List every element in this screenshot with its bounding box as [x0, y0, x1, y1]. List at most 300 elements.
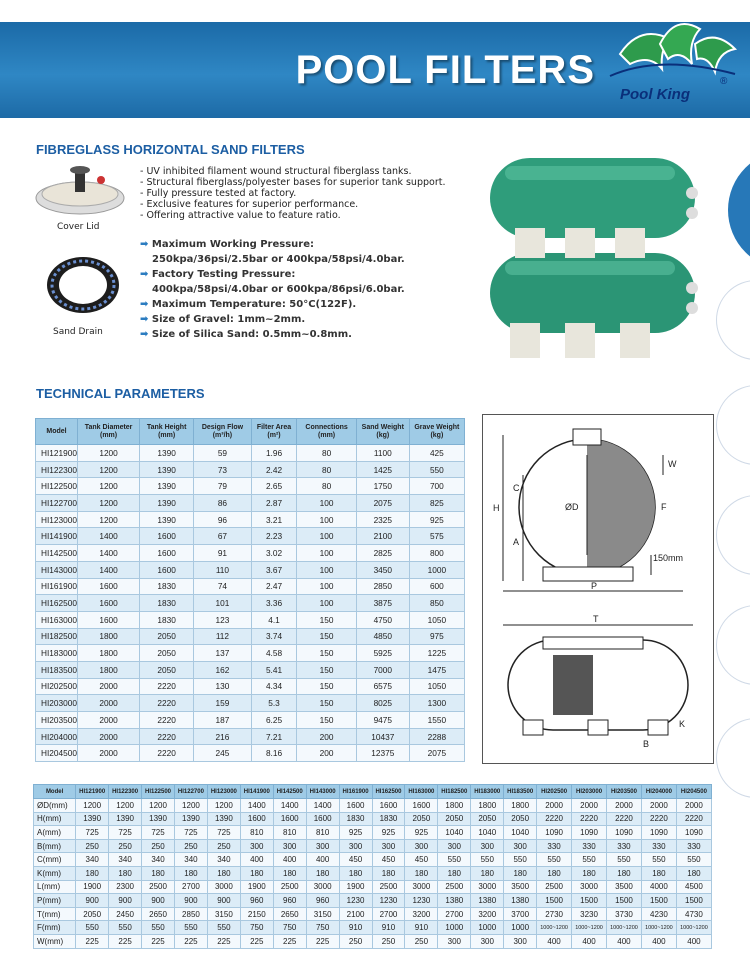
table-cell: 1600	[240, 812, 273, 826]
table-cell: 180	[641, 866, 676, 880]
spec-value: 400kpa/58psi/4.0bar or 600kpa/86psi/6.0bar.	[152, 284, 405, 295]
column-header: HI183000	[471, 785, 504, 799]
table-cell: HI203500	[36, 712, 78, 729]
table-cell: 3500	[607, 880, 642, 894]
table-cell: 100	[297, 511, 357, 528]
table-cell: 2.47	[251, 578, 297, 595]
table-cell: 2000	[641, 799, 676, 813]
column-header: Tank Diameter (mm)	[77, 419, 139, 445]
table-cell: 137	[194, 645, 252, 662]
table-cell: 180	[405, 866, 438, 880]
table-cell: 1600	[405, 799, 438, 813]
table-cell: 2000	[77, 695, 139, 712]
table-cell: 3200	[471, 907, 504, 921]
table-cell: HI123000	[36, 511, 78, 528]
table-cell: 1830	[140, 611, 194, 628]
table-cell: 1750	[356, 478, 409, 495]
column-header: HI161900	[339, 785, 372, 799]
table-cell: 150	[297, 611, 357, 628]
table-row	[36, 712, 465, 729]
table-cell: 2700	[372, 907, 405, 921]
table-cell: 910	[339, 921, 372, 935]
table-cell: 8.16	[251, 745, 297, 762]
column-header: HI163000	[405, 785, 438, 799]
table-cell: 100	[297, 528, 357, 545]
table-cell: 250	[372, 934, 405, 948]
table-cell: 1600	[273, 812, 306, 826]
table-row	[36, 678, 465, 695]
table-cell: 1390	[174, 812, 207, 826]
table-cell: 1600	[77, 578, 139, 595]
table-cell: 550	[607, 853, 642, 867]
sand-drain-caption: Sand Drain	[53, 327, 103, 337]
table-cell: 1200	[77, 445, 139, 462]
table-cell: 400	[240, 853, 273, 867]
section-title-filters: FIBREGLASS HORIZONTAL SAND FILTERS	[36, 142, 305, 157]
column-header: HI121900	[76, 785, 109, 799]
arrow-icon: ➡	[140, 314, 149, 325]
table-cell: 550	[572, 853, 607, 867]
table-cell: 300	[405, 839, 438, 853]
table-cell: 2000	[537, 799, 572, 813]
table-cell: 600	[409, 578, 464, 595]
spec-label: Maximum Temperature: 50°C(122F).	[151, 299, 357, 310]
table-cell: 550	[109, 921, 142, 935]
table-cell: 225	[273, 934, 306, 948]
table-cell: 1000~1200	[537, 921, 572, 935]
table-cell: HI183000	[36, 645, 78, 662]
table-cell: 550	[504, 853, 537, 867]
column-header: Model	[36, 419, 78, 445]
table-cell: 100	[297, 561, 357, 578]
table-cell: 1600	[140, 545, 194, 562]
table-cell: 1390	[140, 495, 194, 512]
table-cell: 3000	[471, 880, 504, 894]
arrow-icon: ➡	[140, 239, 149, 250]
table-cell: 250	[207, 839, 240, 853]
table-cell: HI163000	[36, 611, 78, 628]
table-cell: HI161900	[36, 578, 78, 595]
table-cell: HI122700	[36, 495, 78, 512]
table-row	[34, 812, 712, 826]
table-cell: 1390	[140, 478, 194, 495]
table-cell: 2220	[572, 812, 607, 826]
table-cell: 2325	[356, 511, 409, 528]
table-cell: 180	[76, 866, 109, 880]
table-cell: 1200	[77, 478, 139, 495]
table-cell: 7.21	[251, 728, 297, 745]
table-cell: 79	[194, 478, 252, 495]
table-cell: 1300	[409, 695, 464, 712]
table-cell: 1200	[207, 799, 240, 813]
table-cell: 225	[207, 934, 240, 948]
table-row	[34, 907, 712, 921]
table-cell: 2220	[607, 812, 642, 826]
table-cell: 3150	[207, 907, 240, 921]
table-cell: 180	[142, 866, 175, 880]
feature-bullets	[140, 166, 445, 221]
table-cell: 2000	[676, 799, 711, 813]
sand-drain-image	[38, 250, 128, 320]
table-cell: HI122300	[36, 461, 78, 478]
table-cell: 2220	[140, 678, 194, 695]
table-cell: 3.36	[251, 595, 297, 612]
table-cell: 2000	[572, 799, 607, 813]
spec-value: 250kpa/36psi/2.5bar or 400kpa/58psi/4.0bar.	[152, 254, 405, 265]
table-cell: 1800	[77, 661, 139, 678]
table-cell: 225	[306, 934, 339, 948]
table-cell: 250	[405, 934, 438, 948]
table-cell: 300	[504, 934, 537, 948]
table-cell: 162	[194, 661, 252, 678]
table-cell: 340	[207, 853, 240, 867]
table-cell: 180	[207, 866, 240, 880]
table-cell: 1100	[356, 445, 409, 462]
table-cell: 2000	[607, 799, 642, 813]
table-cell: 2100	[356, 528, 409, 545]
column-header: Sand Weight (kg)	[356, 419, 409, 445]
table-cell: 1230	[339, 894, 372, 908]
table-cell: ØD(mm)	[34, 799, 76, 813]
table-cell: HI122500	[36, 478, 78, 495]
drawing-label-b: B	[643, 739, 650, 749]
table-cell: 850	[409, 595, 464, 612]
table-cell: 2500	[537, 880, 572, 894]
table-cell: 2.42	[251, 461, 297, 478]
table-cell: 1040	[471, 826, 504, 840]
column-header: HI202500	[537, 785, 572, 799]
table-cell: 550	[207, 921, 240, 935]
table-cell: 1500	[641, 894, 676, 908]
table-cell: 1040	[438, 826, 471, 840]
table-cell: 300	[471, 839, 504, 853]
table-cell: 1.96	[251, 445, 297, 462]
tech-params-table	[35, 418, 465, 762]
table-cell: 1600	[77, 595, 139, 612]
table-cell: 1500	[607, 894, 642, 908]
table-cell: 1900	[240, 880, 273, 894]
table-row	[36, 545, 465, 562]
table-cell: 3230	[572, 907, 607, 921]
table-cell: HI183500	[36, 661, 78, 678]
table-cell: 1040	[504, 826, 537, 840]
table-cell: 245	[194, 745, 252, 762]
column-header: HI183500	[504, 785, 537, 799]
table-cell: 1390	[140, 511, 194, 528]
table-cell: HI162500	[36, 595, 78, 612]
table-row	[34, 894, 712, 908]
table-cell: 1800	[504, 799, 537, 813]
drawing-label-c: C	[513, 483, 520, 493]
table-cell: 250	[339, 934, 372, 948]
table-cell: 725	[109, 826, 142, 840]
table-row	[36, 745, 465, 762]
column-header: HI141900	[240, 785, 273, 799]
table-row	[34, 839, 712, 853]
table-cell: 330	[572, 839, 607, 853]
table-cell: 12375	[356, 745, 409, 762]
table-cell: 150	[297, 645, 357, 662]
table-cell: F(mm)	[34, 921, 76, 935]
table-cell: 300	[504, 839, 537, 853]
table-cell: 550	[641, 853, 676, 867]
column-header: Connections (mm)	[297, 419, 357, 445]
table-cell: 810	[273, 826, 306, 840]
column-header: HI143000	[306, 785, 339, 799]
table-cell: 2500	[273, 880, 306, 894]
table-cell: 2220	[140, 695, 194, 712]
table-cell: 910	[405, 921, 438, 935]
table-cell: 1000	[409, 561, 464, 578]
table-cell: 2050	[76, 907, 109, 921]
table-cell: 800	[409, 545, 464, 562]
side-tab-decoration	[728, 150, 750, 270]
table-cell: HI182500	[36, 628, 78, 645]
table-cell: 3.67	[251, 561, 297, 578]
table-cell: 2000	[77, 745, 139, 762]
table-cell: 400	[537, 934, 572, 948]
column-header: HI142500	[273, 785, 306, 799]
table-cell: 1390	[207, 812, 240, 826]
table-cell: 550	[142, 921, 175, 935]
feature-bullet: - Fully pressure tested at factory.	[140, 188, 297, 199]
table-cell: 2050	[140, 628, 194, 645]
table-cell: 1000~1200	[607, 921, 642, 935]
table-cell: 3200	[405, 907, 438, 921]
table-cell: 1500	[676, 894, 711, 908]
table-cell: 340	[174, 853, 207, 867]
table-cell: 2730	[537, 907, 572, 921]
table-cell: 1830	[372, 812, 405, 826]
arrow-icon: ➡	[140, 299, 149, 310]
table-cell: HI143000	[36, 561, 78, 578]
table-cell: 300	[306, 839, 339, 853]
table-cell: 550	[471, 853, 504, 867]
table-cell: 1200	[174, 799, 207, 813]
table-cell: 1380	[471, 894, 504, 908]
table-cell: 400	[273, 853, 306, 867]
table-cell: 330	[641, 839, 676, 853]
table-cell: 2700	[174, 880, 207, 894]
table-cell: 8025	[356, 695, 409, 712]
table-cell: 3450	[356, 561, 409, 578]
table-cell: 1000~1200	[676, 921, 711, 935]
table-cell: 1390	[109, 812, 142, 826]
table-cell: 750	[240, 921, 273, 935]
table-cell: 1090	[641, 826, 676, 840]
table-cell: 2.87	[251, 495, 297, 512]
table-cell: 100	[297, 578, 357, 595]
table-row	[34, 799, 712, 813]
table-cell: 180	[109, 866, 142, 880]
table-cell: 1600	[140, 528, 194, 545]
table-cell: HI204500	[36, 745, 78, 762]
table-cell: 2650	[142, 907, 175, 921]
table-cell: 400	[641, 934, 676, 948]
table-cell: 150	[297, 678, 357, 695]
table-cell: 1400	[306, 799, 339, 813]
registered-mark: ®	[720, 76, 728, 87]
table-cell: 225	[76, 934, 109, 948]
table-cell: 2220	[537, 812, 572, 826]
table-cell: 400	[572, 934, 607, 948]
table-cell: 7000	[356, 661, 409, 678]
table-row	[36, 645, 465, 662]
table-cell: HI204000	[36, 728, 78, 745]
table-cell: 150	[297, 695, 357, 712]
table-cell: 340	[142, 853, 175, 867]
table-cell: 925	[405, 826, 438, 840]
section-title-technical: TECHNICAL PARAMETERS	[36, 386, 205, 401]
table-cell: 1050	[409, 678, 464, 695]
table-cell: 1200	[77, 511, 139, 528]
column-header: Filter Area (m²)	[251, 419, 297, 445]
table-cell: 2075	[409, 745, 464, 762]
column-header: HI122300	[109, 785, 142, 799]
table-row	[36, 445, 465, 462]
table-cell: 96	[194, 511, 252, 528]
table-cell: 180	[607, 866, 642, 880]
table-cell: 86	[194, 495, 252, 512]
table-row	[36, 661, 465, 678]
table-cell: 4.58	[251, 645, 297, 662]
page-title: POOL FILTERS	[295, 48, 595, 92]
table-cell: 123	[194, 611, 252, 628]
table-cell: 1500	[572, 894, 607, 908]
table-cell: HI203000	[36, 695, 78, 712]
table-cell: 250	[174, 839, 207, 853]
table-cell: 1900	[339, 880, 372, 894]
table-cell: 4000	[641, 880, 676, 894]
table-cell: 725	[174, 826, 207, 840]
table-cell: HI202500	[36, 678, 78, 695]
table-cell: 4750	[356, 611, 409, 628]
table-cell: 1090	[537, 826, 572, 840]
table-cell: 150	[297, 712, 357, 729]
table-cell: 2100	[339, 907, 372, 921]
table-cell: 9475	[356, 712, 409, 729]
table-cell: 300	[438, 934, 471, 948]
column-header: Tank Height (mm)	[140, 419, 194, 445]
table-cell: 1390	[140, 461, 194, 478]
table-cell: 340	[76, 853, 109, 867]
table-cell: 330	[537, 839, 572, 853]
table-cell: P(mm)	[34, 894, 76, 908]
table-cell: 810	[240, 826, 273, 840]
table-cell: 1830	[140, 595, 194, 612]
table-cell: 1380	[438, 894, 471, 908]
table-cell: 2050	[471, 812, 504, 826]
table-cell: 3000	[207, 880, 240, 894]
table-cell: 1200	[109, 799, 142, 813]
table-row	[36, 728, 465, 745]
table-cell: 1000~1200	[641, 921, 676, 935]
table-cell: 925	[372, 826, 405, 840]
table-cell: 1500	[537, 894, 572, 908]
side-circle-decoration	[716, 718, 750, 798]
table-row	[34, 880, 712, 894]
table-cell: 960	[240, 894, 273, 908]
table-cell: 10437	[356, 728, 409, 745]
table-cell: 100	[297, 495, 357, 512]
table-row	[36, 611, 465, 628]
table-cell: 2825	[356, 545, 409, 562]
table-cell: 2650	[273, 907, 306, 921]
table-cell: 225	[142, 934, 175, 948]
table-cell: 1900	[76, 880, 109, 894]
table-cell: 1390	[76, 812, 109, 826]
table-cell: 180	[240, 866, 273, 880]
table-cell: 450	[372, 853, 405, 867]
table-cell: 180	[676, 866, 711, 880]
arrow-icon: ➡	[140, 269, 149, 280]
table-row	[36, 561, 465, 578]
table-cell: 1200	[77, 461, 139, 478]
table-cell: 1090	[676, 826, 711, 840]
column-header: HI203000	[572, 785, 607, 799]
arrow-icon: ➡	[140, 329, 149, 340]
table-cell: 180	[471, 866, 504, 880]
table-cell: 200	[297, 728, 357, 745]
spec-label: Factory Testing Pressure:	[151, 269, 296, 280]
feature-bullet: - Structural fiberglass/polyester bases for superior tank support.	[140, 177, 446, 188]
table-cell: 425	[409, 445, 464, 462]
table-cell: 1800	[438, 799, 471, 813]
table-cell: 550	[438, 853, 471, 867]
table-row	[34, 866, 712, 880]
drawing-label-f: F	[661, 502, 667, 512]
table-cell: 3500	[504, 880, 537, 894]
table-cell: 2288	[409, 728, 464, 745]
table-cell: 1225	[409, 645, 464, 662]
feature-bullet: - UV inhibited filament wound structural fiberglass tanks.	[140, 166, 412, 177]
table-cell: 900	[76, 894, 109, 908]
table-cell: 91	[194, 545, 252, 562]
table-cell: 67	[194, 528, 252, 545]
drawing-label-a: A	[513, 537, 520, 547]
table-cell: 1800	[471, 799, 504, 813]
drawing-label-h: H	[493, 503, 500, 513]
table-cell: 3875	[356, 595, 409, 612]
table-cell: HI121900	[36, 445, 78, 462]
table-cell: 1000	[438, 921, 471, 935]
column-header: HI122700	[174, 785, 207, 799]
table-cell: 550	[537, 853, 572, 867]
table-cell: 2075	[356, 495, 409, 512]
table-cell: 330	[676, 839, 711, 853]
table-cell: 2050	[140, 661, 194, 678]
table-cell: 550	[409, 461, 464, 478]
table-cell: 2220	[676, 812, 711, 826]
table-cell: 2500	[438, 880, 471, 894]
table-cell: 1475	[409, 661, 464, 678]
table-cell: 5.3	[251, 695, 297, 712]
table-cell: 1050	[409, 611, 464, 628]
table-cell: 180	[372, 866, 405, 880]
table-cell: 300	[240, 839, 273, 853]
table-cell: 1425	[356, 461, 409, 478]
table-cell: 100	[297, 595, 357, 612]
table-cell: 750	[306, 921, 339, 935]
table-cell: 2220	[140, 728, 194, 745]
table-cell: 1000~1200	[572, 921, 607, 935]
table-cell: 200	[297, 745, 357, 762]
table-cell: 2000	[77, 678, 139, 695]
table-cell: B(mm)	[34, 839, 76, 853]
table-cell: 1600	[306, 812, 339, 826]
table-cell: 975	[409, 628, 464, 645]
drawing-label-t: T	[593, 614, 599, 624]
